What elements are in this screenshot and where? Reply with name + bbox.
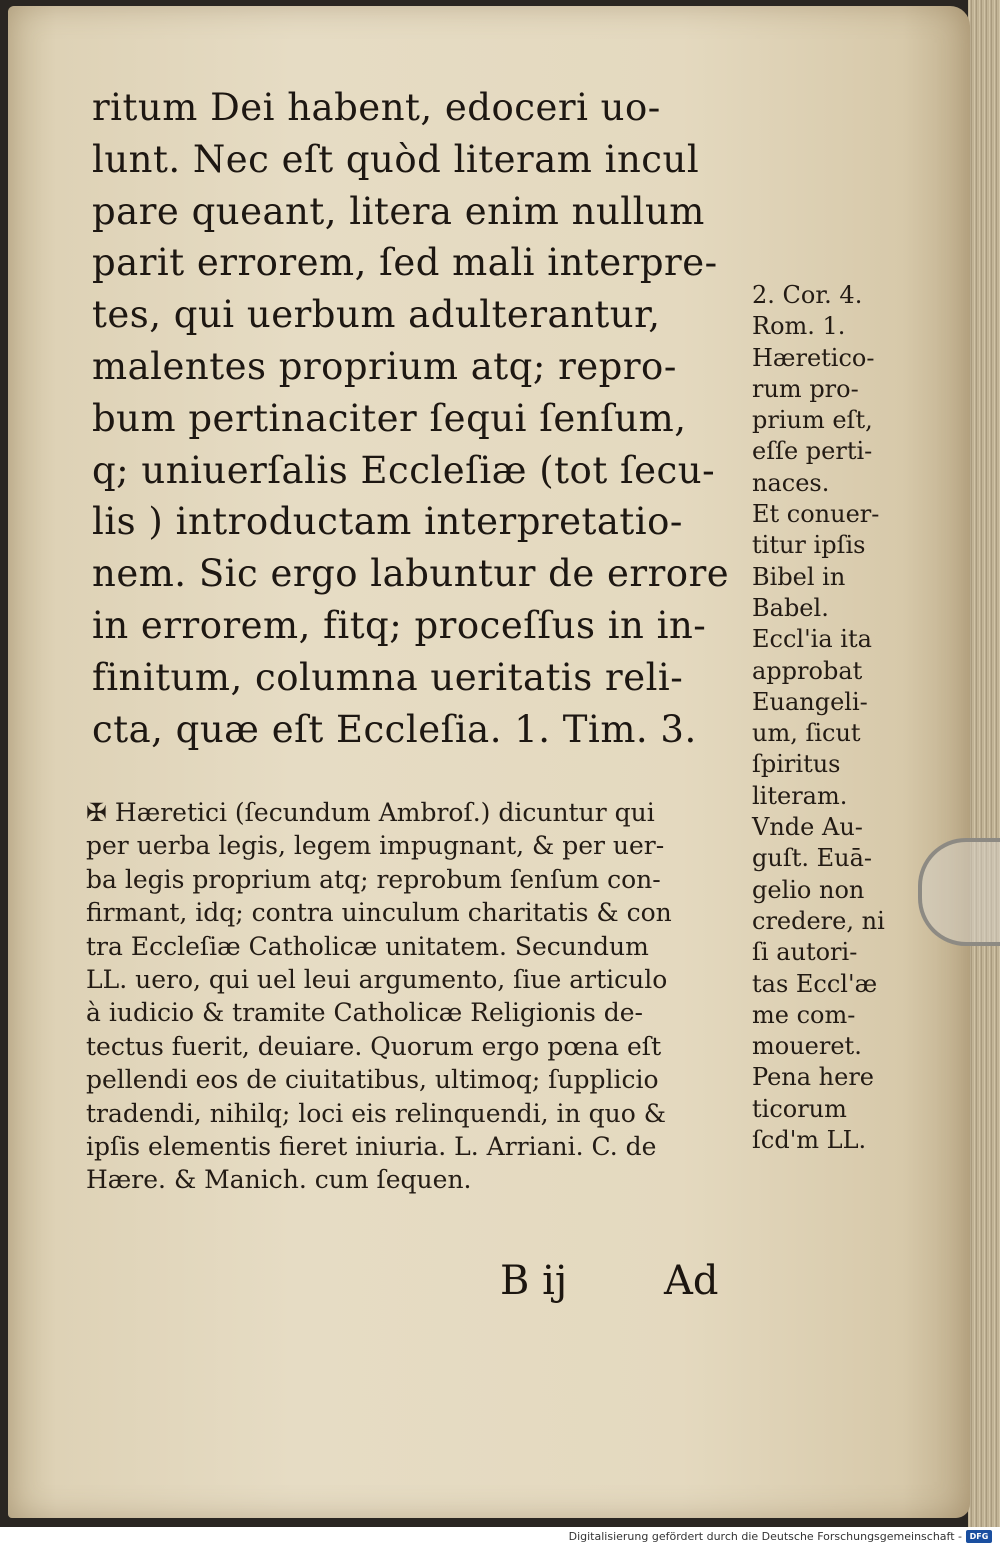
commentary-line: ba legis proprium atq; reprobum ſenſum con- (86, 864, 661, 894)
margin-note-line: gelio non (752, 875, 865, 904)
catchword: Ad (664, 1258, 719, 1304)
dfg-logo: DFG (966, 1530, 992, 1543)
margin-note-line: ſi autori- (752, 938, 858, 967)
margin-note-line: ſcd'm LL. (752, 1126, 867, 1155)
commentary-line: per uerba legis, legem impugnant, & per uer- (86, 831, 665, 861)
margin-note-line: naces. (752, 468, 830, 497)
main-text-line: pare queant, litera enim nullum (92, 189, 705, 233)
main-text-line: in errorem, fitq; proceſſus in in- (92, 603, 707, 647)
main-text-line: lunt. Nec eſt quòd literam incul (92, 137, 700, 181)
footer-credit: Digitalisierung gefördert durch die Deutsche Forschungsgemeinschaft - (568, 1530, 962, 1543)
commentary-line: ✠ Hæretici (ſecundum Ambroſ.) dicuntur qui (86, 798, 655, 827)
commentary-line: tra Eccleſiæ Catholicæ unitatem. Secundum (86, 931, 649, 961)
footer-bar (0, 1527, 1000, 1547)
commentary-line: ipſis elementis fieret iniuria. L. Arriani. C. de (86, 1132, 657, 1162)
margin-note-line: Rom. 1. (752, 312, 846, 341)
main-text-line: finitum, columna ueritatis reli- (92, 655, 684, 699)
margin-note-line: Eccl'ia ita (752, 625, 872, 654)
main-text-line: lis ) introductam interpretatio- (92, 500, 683, 544)
margin-note-line: ſpiritus (752, 750, 841, 779)
signature-mark: B ij (500, 1258, 568, 1304)
main-text-line: parit errorem, ſed mali interpre- (92, 241, 718, 285)
page-edges (968, 0, 1000, 1527)
commentary-line: à iudicio & tramite Catholicæ Religionis de- (86, 998, 643, 1028)
margin-note-line: me com- (752, 1000, 856, 1029)
margin-note-line: Pena here (752, 1063, 875, 1092)
margin-note-line: Babel. (752, 593, 829, 622)
margin-note-line: titur ipſis (752, 531, 866, 560)
main-text-line: cta, quæ eſt Eccleſia. 1. Tim. 3. (92, 707, 697, 751)
margin-note-line: ticorum (752, 1094, 847, 1123)
margin-note-line: guſt. Euā- (752, 844, 872, 873)
main-text-line: bum pertinaciter ſequi ſenſum, (92, 396, 687, 440)
margin-note-line: Hæretico- (752, 343, 875, 372)
margin-note-line: Euangeli- (752, 687, 868, 716)
margin-note-line: Et conuer- (752, 500, 880, 529)
commentary-line: tradendi, nihilq; loci eis relinquendi, in quo & (86, 1098, 666, 1128)
main-text-block (92, 82, 752, 755)
clasp-shape (918, 838, 1000, 946)
margin-note-line: credere, ni (752, 906, 885, 935)
commentary-line: Hære. & Manich. cum ſequen. (86, 1165, 472, 1195)
main-text-line: ritum Dei habent, edoceri uo- (92, 86, 661, 129)
margin-notes (752, 280, 912, 1156)
margin-note-line: eſſe perti- (752, 437, 873, 466)
margin-note-line: approbat (752, 656, 863, 685)
margin-note-line: tas Eccl'æ (752, 969, 878, 998)
margin-note-line: Bibel in (752, 562, 846, 591)
margin-note-line: um, ſicut (752, 719, 861, 748)
main-text-line: malentes proprium atq; repro- (92, 344, 677, 388)
margin-note-line: rum pro- (752, 374, 859, 403)
margin-note-line: 2. Cor. 4. (752, 281, 863, 309)
commentary-line: firmant, idq; contra uinculum charitatis & con (86, 898, 672, 928)
commentary-line: tectus fuerit, deuiare. Quorum ergo pœna eſt (86, 1031, 662, 1061)
commentary-line: LL. uero, qui uel leui argumento, ſiue articulo (86, 965, 668, 995)
margin-note-line: moueret. (752, 1032, 862, 1061)
main-text-line: q; uniuerſalis Eccleſiæ (tot ſecu- (92, 448, 716, 492)
commentary-block (86, 796, 746, 1197)
margin-note-line: Vnde Au- (752, 813, 863, 842)
main-text-line: tes, qui uerbum adulterantur, (92, 293, 661, 337)
margin-note-line: prium eſt, (752, 406, 873, 435)
commentary-line: pellendi eos de ciuitatibus, ultimoq; ſupplicio (86, 1065, 659, 1095)
main-text-line: nem. Sic ergo labuntur de errore (92, 552, 730, 596)
margin-note-line: literam. (752, 781, 848, 810)
